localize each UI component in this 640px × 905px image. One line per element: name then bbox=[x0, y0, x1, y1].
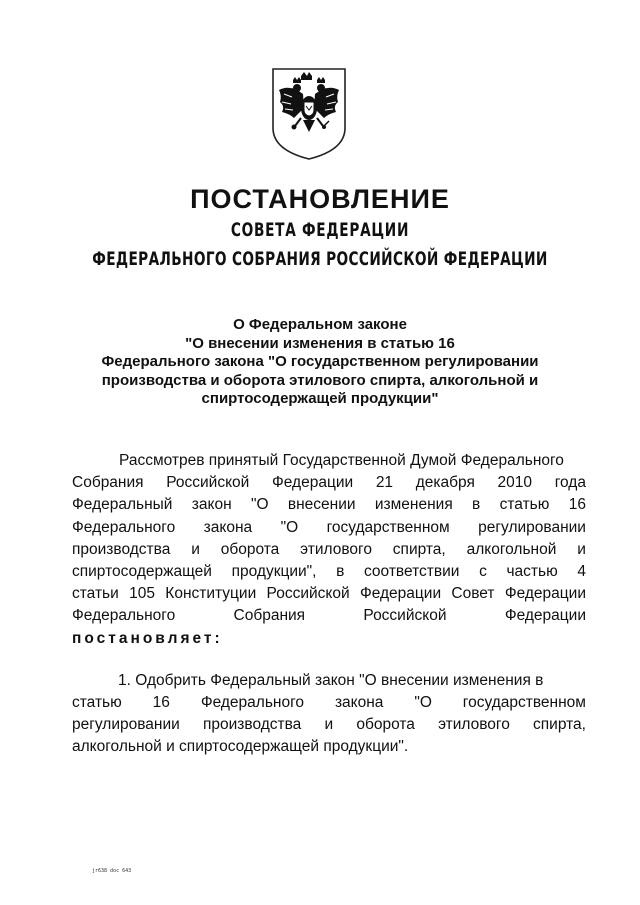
subject-line: О Федеральном законе bbox=[233, 316, 407, 333]
body-line bbox=[72, 494, 586, 516]
body-line bbox=[72, 472, 586, 494]
word: Конституции bbox=[165, 585, 257, 603]
word: оборота bbox=[220, 540, 280, 558]
body-line bbox=[72, 517, 586, 539]
document-code: jr638 doc 643 bbox=[92, 868, 132, 874]
word: 4 bbox=[577, 563, 586, 581]
body-line bbox=[72, 714, 586, 736]
paragraph-resolution bbox=[72, 670, 586, 759]
word: и bbox=[191, 540, 200, 558]
body-line: алкогольной и спиртосодержащей продукции". bbox=[72, 738, 409, 756]
word: Собрания bbox=[233, 607, 306, 625]
word: оборота bbox=[356, 716, 415, 734]
word: Федерации bbox=[359, 585, 442, 603]
body-line: 1. Одобрить Федеральный закон "О внесении изменения в bbox=[118, 671, 544, 689]
word: этилового bbox=[300, 540, 372, 558]
word: Собрания bbox=[72, 474, 144, 492]
word: 105 bbox=[129, 585, 155, 603]
word: закона bbox=[203, 518, 253, 536]
word: производства bbox=[202, 716, 302, 734]
word: 2010 bbox=[497, 474, 533, 492]
word: в bbox=[472, 496, 481, 514]
document-body bbox=[72, 450, 586, 759]
word: Федерации bbox=[504, 607, 586, 625]
word: и bbox=[577, 540, 586, 558]
decision-keyword: постановляет: bbox=[72, 629, 223, 647]
word: регулировании bbox=[72, 716, 180, 734]
body-line: Рассмотрев принятый Государственной Думой Федерального bbox=[119, 452, 564, 469]
word: Федеральный bbox=[72, 496, 173, 514]
word: статьи bbox=[72, 585, 119, 603]
word: Российской bbox=[166, 474, 250, 492]
subject-line: производства и оборота этилового спирта, алкогольной и bbox=[101, 371, 539, 389]
word: "О bbox=[250, 496, 269, 514]
word: регулировании bbox=[478, 518, 586, 536]
word: соответствии bbox=[364, 563, 460, 581]
body-line bbox=[72, 583, 586, 605]
word: алкогольной bbox=[466, 540, 557, 558]
word: спирта, bbox=[392, 540, 446, 558]
word: закона bbox=[334, 694, 384, 712]
body-line bbox=[72, 561, 586, 583]
document-subject bbox=[60, 316, 580, 409]
word: года bbox=[554, 474, 586, 492]
word: 16 bbox=[152, 694, 170, 712]
word: изменения bbox=[374, 496, 453, 514]
double-headed-eagle-icon bbox=[270, 66, 348, 162]
word: государственном bbox=[326, 518, 450, 536]
coat-of-arms-emblem bbox=[270, 66, 348, 162]
word: продукции", bbox=[231, 563, 317, 581]
word: декабря bbox=[415, 474, 475, 492]
word: частью bbox=[506, 563, 558, 581]
subject-line: "О внесении изменения в статью 16 bbox=[185, 334, 455, 352]
word: 16 bbox=[568, 496, 586, 514]
word: "О bbox=[414, 694, 432, 712]
word: государственном bbox=[462, 694, 586, 712]
subject-line: спиртосодержащей продукции" bbox=[201, 390, 439, 407]
word: статью bbox=[499, 496, 550, 514]
issuer-line-1: СОВЕТА ФЕДЕРАЦИИ bbox=[230, 219, 410, 241]
word: Федерального bbox=[200, 694, 305, 712]
word: Федерального bbox=[72, 607, 176, 625]
document-title: ПОСТАНОВЛЕНИЕ bbox=[190, 184, 450, 214]
word: производства bbox=[72, 540, 171, 558]
body-line bbox=[72, 692, 586, 714]
body-line bbox=[72, 628, 586, 650]
word: этилового bbox=[438, 716, 510, 734]
word: статью bbox=[72, 694, 122, 712]
word: Совет bbox=[451, 585, 495, 603]
word: спиртосодержащей bbox=[72, 563, 212, 581]
body-line bbox=[72, 539, 586, 561]
paragraph-preamble bbox=[72, 450, 586, 650]
word: закон bbox=[191, 496, 232, 514]
word: Российской bbox=[363, 607, 447, 625]
word: с bbox=[479, 563, 487, 581]
word: внесении bbox=[287, 496, 356, 514]
word: в bbox=[336, 563, 345, 581]
word: Федерации bbox=[271, 474, 354, 492]
word: и bbox=[324, 716, 334, 734]
word: Федерального bbox=[72, 518, 176, 536]
issuer-line-2: ФЕДЕРАЛЬНОГО СОБРАНИЯ РОССИЙСКОЙ ФЕДЕРАЦИИ bbox=[92, 248, 548, 270]
subject-line: Федерального закона "О государственном регулировании bbox=[101, 353, 539, 370]
word: Российской bbox=[266, 585, 350, 603]
word: 21 bbox=[375, 474, 394, 492]
word: Федерации bbox=[504, 585, 586, 603]
word: "О bbox=[280, 518, 299, 536]
body-line bbox=[72, 605, 586, 627]
word: спирта, bbox=[533, 716, 586, 734]
